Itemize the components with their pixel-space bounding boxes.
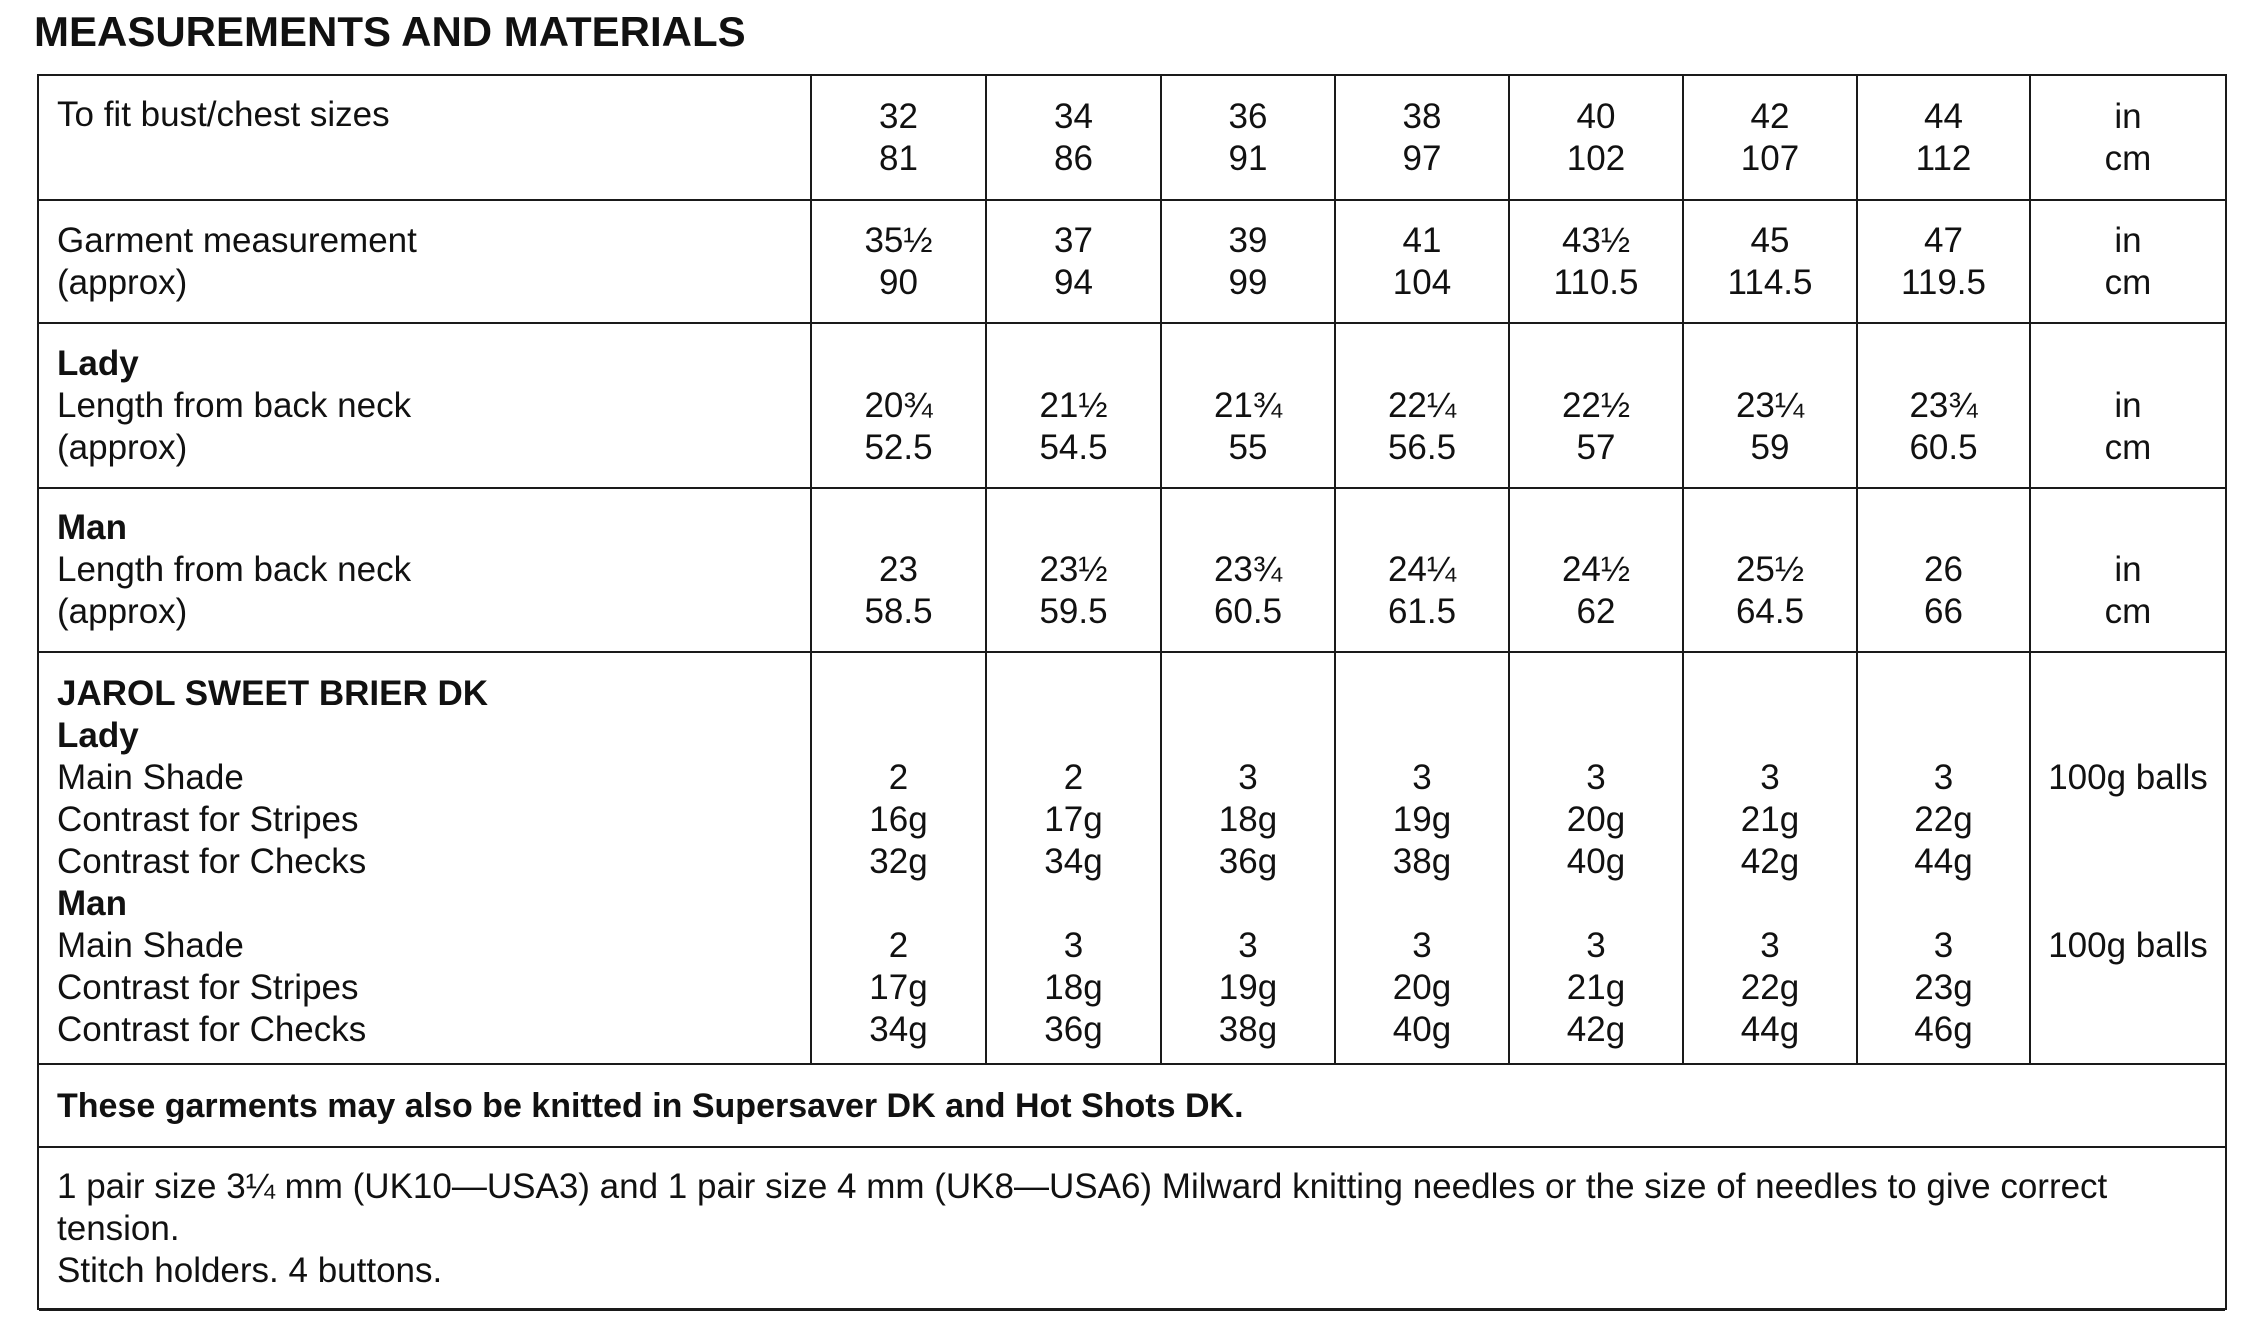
size-cell: 23½ 59.5 bbox=[986, 488, 1161, 652]
yarn-heading: JAROL SWEET BRIER DK bbox=[57, 674, 489, 713]
size-cell: 38 97 bbox=[1335, 76, 1509, 200]
yarn-value-cell: 3 22g 44g 3 23g 46g bbox=[1857, 652, 2030, 1064]
size-cell: 26 66 bbox=[1857, 488, 2030, 652]
lady-heading: Lady bbox=[57, 716, 139, 755]
size-cell: 40 102 bbox=[1509, 76, 1683, 200]
size-cell: 21½ 54.5 bbox=[986, 323, 1161, 488]
row-heading: Man bbox=[57, 508, 127, 547]
size-cell: 39 99 bbox=[1161, 200, 1335, 323]
size-cell: 23¾ 60.5 bbox=[1857, 323, 2030, 488]
alternate-yarn-note: These garments may also be knitted in Supersaver DK and Hot Shots DK. bbox=[39, 1064, 2225, 1147]
table-row-man-length bbox=[39, 488, 2225, 652]
row-label-text: To fit bust/chest sizes bbox=[57, 95, 390, 134]
size-cell: 34 86 bbox=[986, 76, 1161, 200]
size-cell: 24¼ 61.5 bbox=[1335, 488, 1509, 652]
man-heading: Man bbox=[57, 884, 127, 923]
size-cell: 21¾ 55 bbox=[1161, 323, 1335, 488]
size-cell: 22¼ 56.5 bbox=[1335, 323, 1509, 488]
table-row-yarn bbox=[39, 652, 2225, 1064]
needles-cell bbox=[39, 1147, 2225, 1310]
size-cell: 45 114.5 bbox=[1683, 200, 1857, 323]
size-cell: 43½ 110.5 bbox=[1509, 200, 1683, 323]
size-cell: 47 119.5 bbox=[1857, 200, 2030, 323]
size-cell: 25½ 64.5 bbox=[1683, 488, 1857, 652]
unit-cell: in cm bbox=[2030, 488, 2225, 652]
row-label: Lady Length from back neck (approx) bbox=[39, 323, 811, 488]
size-cell: 37 94 bbox=[986, 200, 1161, 323]
size-cell: 36 91 bbox=[1161, 76, 1335, 200]
unit-cell: in cm bbox=[2030, 323, 2225, 488]
table-row-needles bbox=[39, 1147, 2225, 1310]
size-cell: 24½ 62 bbox=[1509, 488, 1683, 652]
unit-cell: in cm bbox=[2030, 76, 2225, 200]
yarn-value-cell: 2 17g 34g 3 18g 36g bbox=[986, 652, 1161, 1064]
page-title: MEASUREMENTS AND MATERIALS bbox=[34, 8, 746, 55]
size-cell: 23¾ 60.5 bbox=[1161, 488, 1335, 652]
yarn-value-cell: 3 18g 36g 3 19g 38g bbox=[1161, 652, 1335, 1064]
needles-text: 1 pair size 3¼ mm (UK10—USA3) and 1 pair size 4 mm (UK8—USA6) Milward knitting needles or the size of needles to give correct tension. bbox=[57, 1166, 2108, 1248]
measurements-table-frame bbox=[37, 74, 2227, 1310]
unit-cell: in cm bbox=[2030, 200, 2225, 323]
size-cell: 23¼ 59 bbox=[1683, 323, 1857, 488]
yarn-value-cell: 3 20g 40g 3 21g 42g bbox=[1509, 652, 1683, 1064]
row-label: Man Length from back neck (approx) bbox=[39, 488, 811, 652]
size-cell: 32 81 bbox=[811, 76, 986, 200]
size-cell: 20¾ 52.5 bbox=[811, 323, 986, 488]
size-cell: 35½ 90 bbox=[811, 200, 986, 323]
size-cell: 44 112 bbox=[1857, 76, 2030, 200]
yarn-value-cell: 3 19g 38g 3 20g 40g bbox=[1335, 652, 1509, 1064]
yarn-label-cell: JAROL SWEET BRIER DK Lady Main Shade Contrast for Stripes Contrast for Checks Man Main Shade Contrast for Stripes Contrast for Checks bbox=[39, 652, 811, 1064]
yarn-value-cell: 3 21g 42g 3 22g 44g bbox=[1683, 652, 1857, 1064]
size-cell: 42 107 bbox=[1683, 76, 1857, 200]
table-row-note bbox=[39, 1064, 2225, 1147]
row-label bbox=[39, 76, 811, 200]
table-row-garment-measurement bbox=[39, 200, 2225, 323]
row-label: Garment measurement (approx) bbox=[39, 200, 811, 323]
yarn-unit-cell: 100g balls 100g balls bbox=[2030, 652, 2225, 1064]
size-cell: 22½ 57 bbox=[1509, 323, 1683, 488]
size-cell: 23 58.5 bbox=[811, 488, 986, 652]
yarn-value-cell: 2 16g 32g 2 17g 34g bbox=[811, 652, 986, 1064]
table-row-bust-sizes bbox=[39, 76, 2225, 200]
row-heading: Lady bbox=[57, 343, 139, 383]
size-cell: 41 104 bbox=[1335, 200, 1509, 323]
measurements-table bbox=[39, 76, 2225, 1311]
extras-text: Stitch holders. 4 buttons. bbox=[57, 1250, 443, 1290]
table-row-lady-length bbox=[39, 323, 2225, 488]
